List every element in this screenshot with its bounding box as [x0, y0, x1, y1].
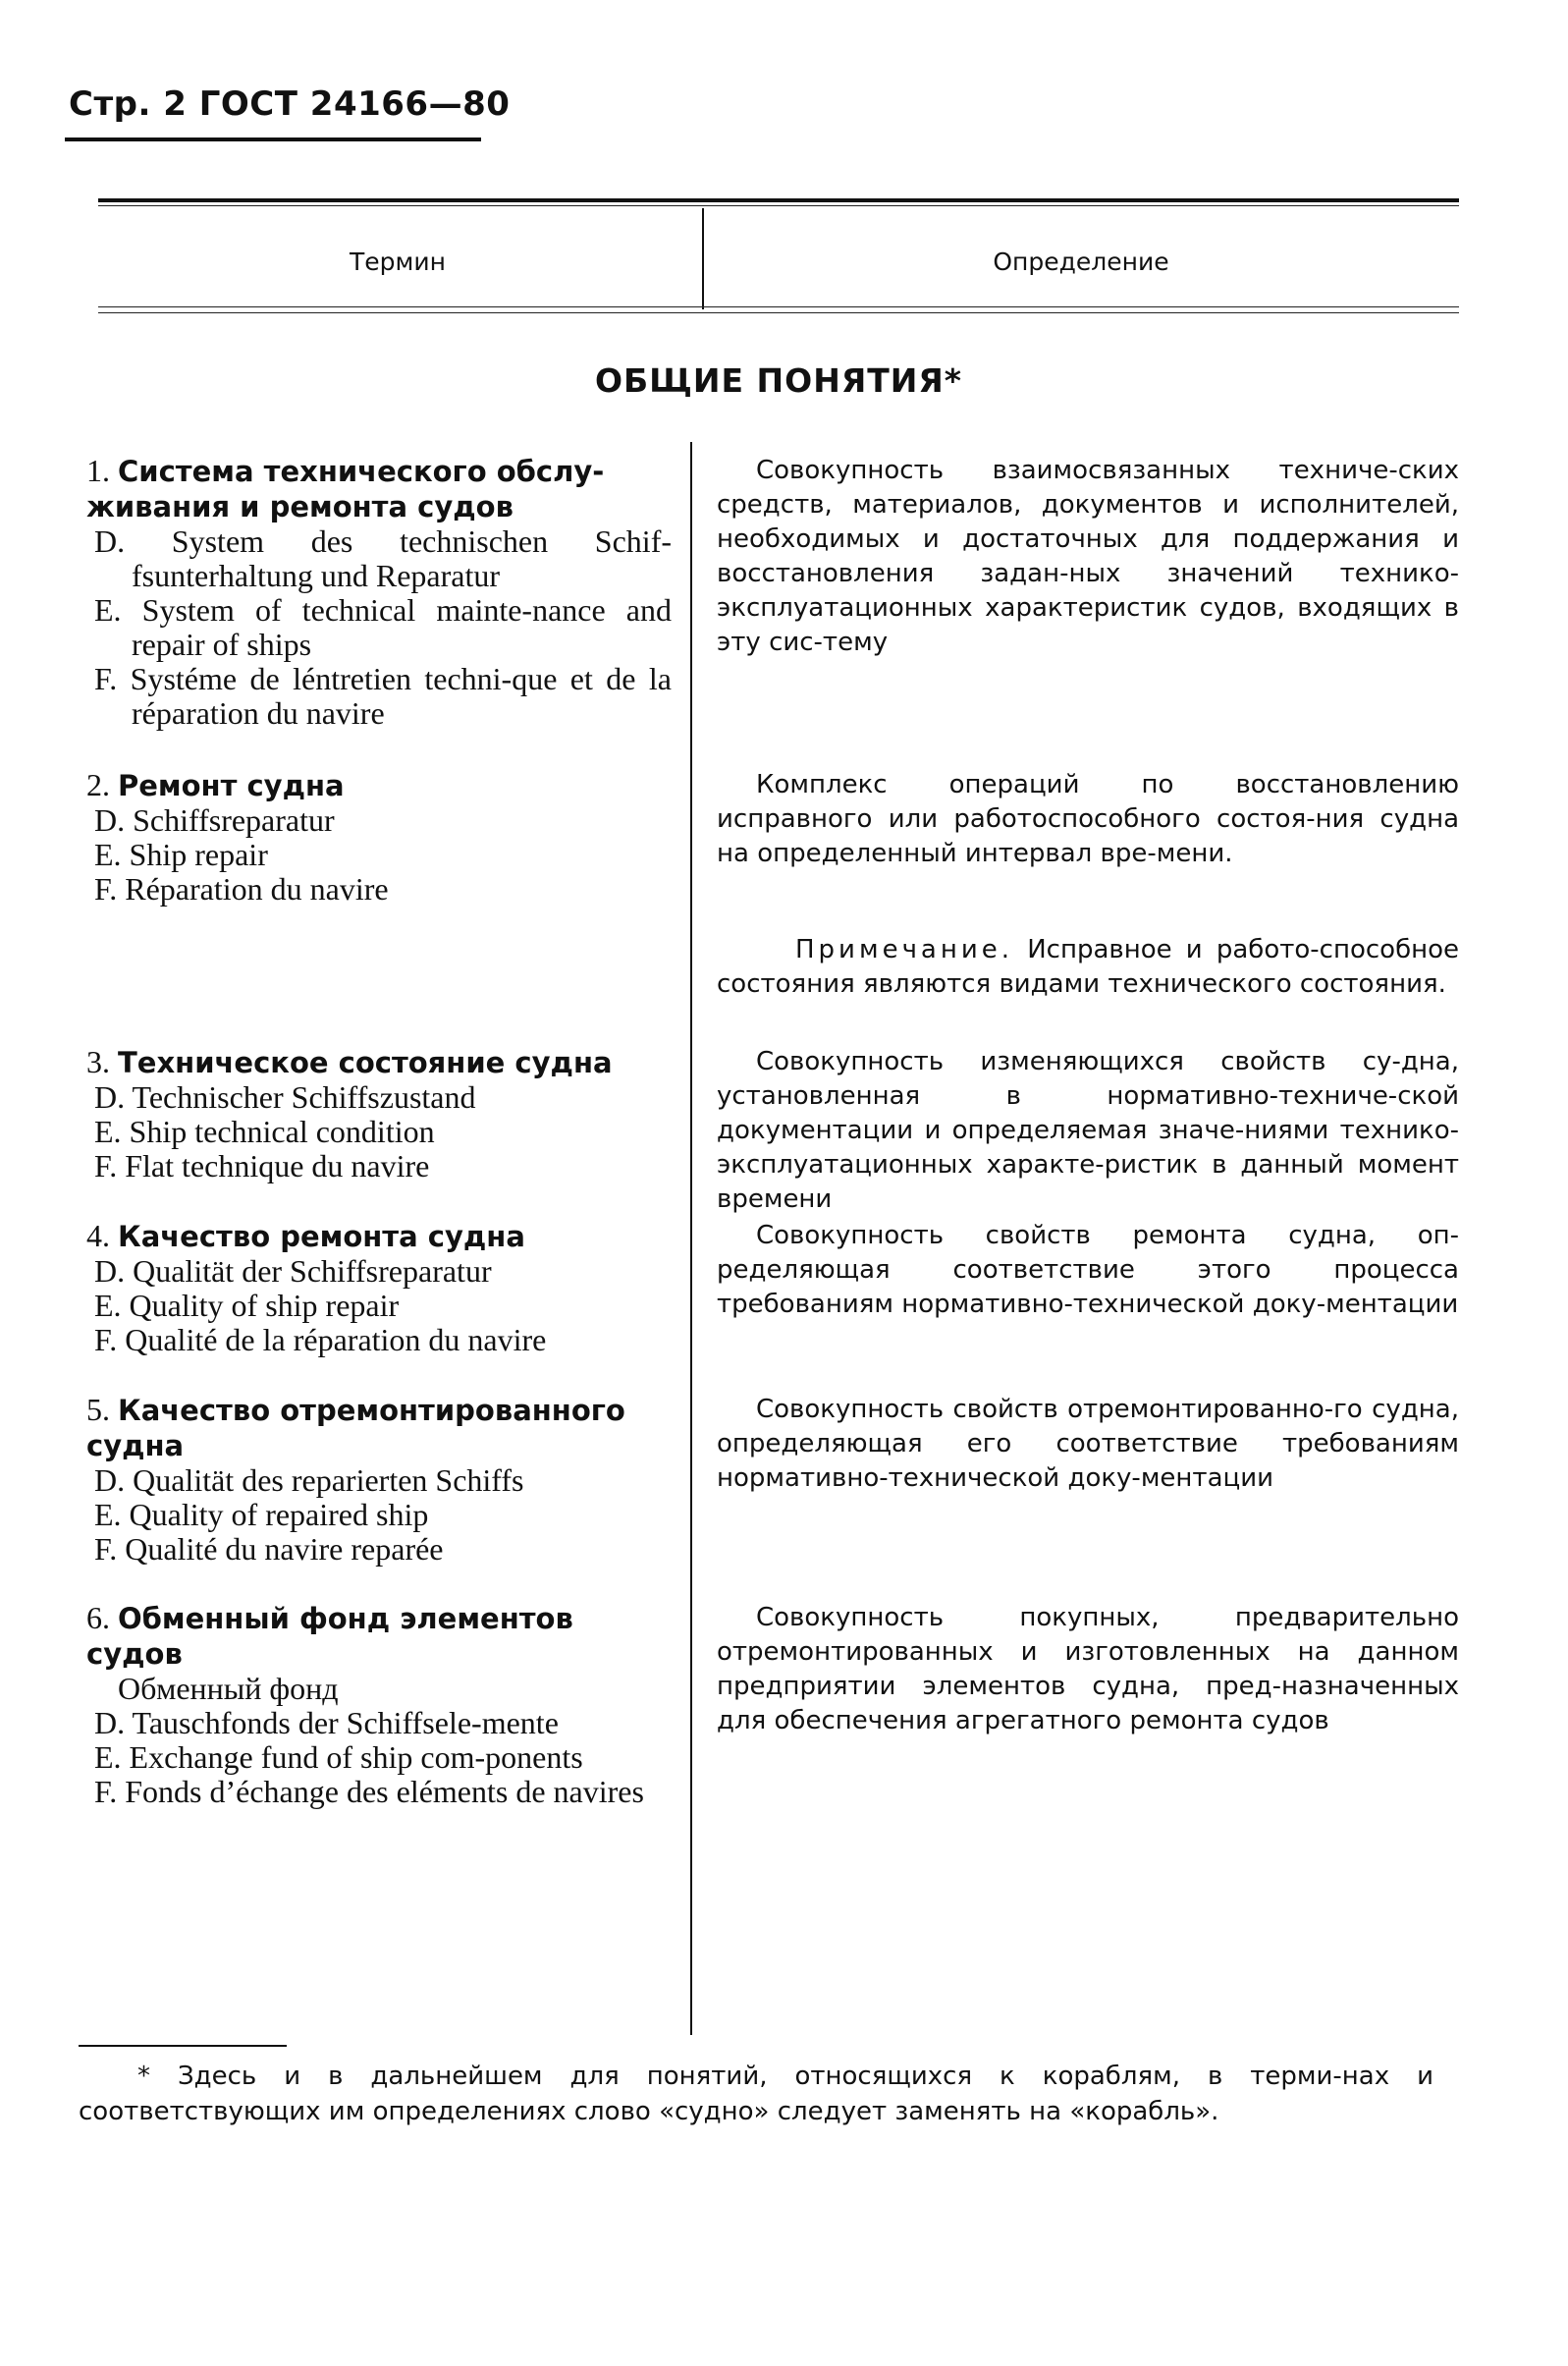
definition-4: Совокупность свойств ремонта судна, оп-ределяющая соответствие этого процесса требованиям нормативно-технической доку-ментации — [717, 1221, 1459, 1319]
header-underline — [65, 138, 481, 141]
definition-2: Комплекс операций по восстановлению исправного или работоспособного состоя-ния судна на определенный интервал вре-мени. — [717, 770, 1459, 868]
footnote: * Здесь и в дальнейшем для понятий, относящихся к кораблям, в терми-нах и соответствующих им определениях слово «судно» следует заменять на «корабль». — [79, 2062, 1433, 2126]
table-top-rule-inner — [98, 205, 1459, 206]
definition-5: Совокупность свойств отремонтированно-го судна, определяющая его соответствие требованиям нормативно-технической доку-ментации — [717, 1395, 1459, 1493]
note-label: Примечание. — [795, 935, 1014, 964]
table-header-rule-2 — [98, 312, 1459, 313]
footnote-separator — [79, 2045, 287, 2047]
term-5: 5. Качество отремонтированного судна D. Qualität des reparierten Schiffs E. Quality of repaired ship F. Qualité du navire reparée — [86, 1392, 625, 1567]
table-header-rule — [98, 306, 1459, 307]
term-synonym: Обменный фонд — [118, 1671, 339, 1706]
column-header-definition: Определение — [993, 248, 1169, 276]
section-title: ОБЩИЕ ПОНЯТИЯ* — [594, 361, 963, 400]
page-header: Стр. 2 ГОСТ 24166—80 — [69, 84, 511, 124]
definition-3: Совокупность изменяющихся свойств су-дна, установленная в нормативно-техниче-ской документации и определяемая значе-ниями технико-эксплуатационных характе-ристик в данный момент времени — [717, 1047, 1459, 1214]
note-text: Исправное и работо-способное состояния являются видами технического состояния. — [717, 935, 1460, 999]
definition-6: Совокупность покупных, предварительно отремонтированных и изготовленных на данном предприятии элементов судна, пред-назначенных для обеспечения агрегатного ремонта судов — [717, 1603, 1459, 1735]
note-2 — [717, 933, 1459, 1002]
column-header-term: Термин — [350, 248, 446, 276]
term-4: 4. Качество ремонта судна D. Qualität der Schiffsreparatur E. Quality of ship repair F. Qualité de la réparation du navire — [86, 1218, 547, 1357]
header-column-divider — [702, 208, 704, 309]
table-top-rule — [98, 198, 1459, 202]
body-column-divider — [690, 442, 692, 2035]
term-3: 3. Техническое состояние судна D. Technischer Schiffszustand E. Ship technical condition F. Flat technique du navire — [86, 1044, 613, 1183]
definition-1: Совокупность взаимосвязанных техниче-ских средств, материалов, документов и исполнителей, необходимых и достаточных для поддержания и восстановления задан-ных значений технико-эксплуатационных характеристик судов, входящих в эту сис-тему — [717, 456, 1459, 657]
term-2: 2. Ремонт судна D. Schiffsreparatur E. Ship repair F. Réparation du navire — [86, 767, 389, 907]
term-6: 6. Обменный фонд элементов судов Обменный фонд D. Tauschfonds der Schiffsele-mente E. Exchange fund of ship com-ponents F. Fonds d’échange des eléments de navires — [86, 1601, 672, 1809]
term-1: 1. Система технического обслу- живания и ремонта судов D. System des technischen Schif-fsunterhaltung und Reparatur E. System of technical mainte-nance and repair of ships F. Systéme de léntretien techni-que et de la réparation du navire — [86, 453, 673, 731]
